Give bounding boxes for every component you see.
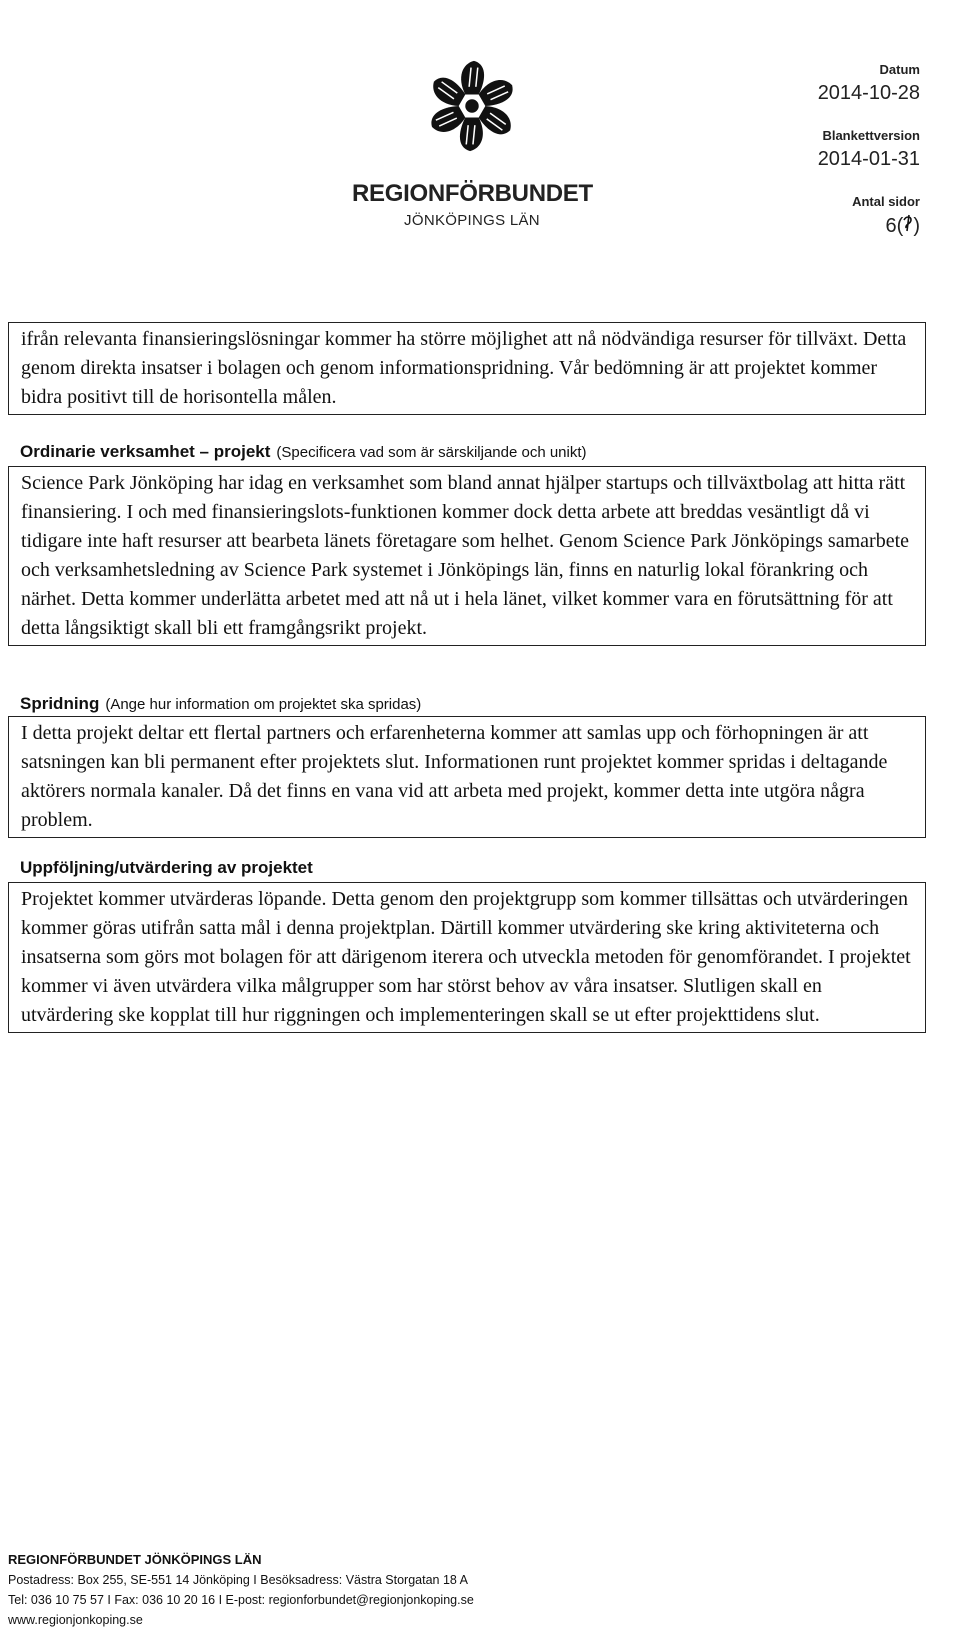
footer-web-link[interactable]: www.regionjonkoping.se <box>8 1613 143 1627</box>
footer-contact: Tel: 036 10 75 57 I Fax: 036 10 20 16 I E-post: regionforbundet@regionjonkoping.se <box>8 1593 474 1607</box>
footer-org: REGIONFÖRBUNDET JÖNKÖPINGS LÄN <box>8 1552 262 1567</box>
spridning-box <box>8 716 926 838</box>
ordinarie-heading-title: Ordinarie verksamhet – projekt <box>20 442 271 461</box>
ordinarie-heading-note: (Specificera vad som är särskiljande och unikt) <box>276 444 587 461</box>
ordinarie-box <box>8 466 926 646</box>
org-subtitle: JÖNKÖPINGS LÄN <box>404 212 540 229</box>
footer <box>8 1550 908 1630</box>
handwritten-correction-icon <box>903 214 913 238</box>
uppfoljning-text: Projektet kommer utvärderas löpande. Detta genom den projektgrupp som kommer tillsättas och utvärderingen kommer göras utifrån satta mål i denna projektplan. Därtill kommer utvärdering ske kring aktiviteterna och insatserna som görs mot bolagen för att därigenom iterera och utveckla metoden för genomförandet. I projektet kommer vi även utvärdera vilka målgrupper som har störst behov av våra insatser. Slutligen skall en utvärdering ske kopplat till hur riggningen och implementeringen skall se ut efter projekttidens slut. <box>21 888 911 1026</box>
footer-address: Postadress: Box 255, SE-551 14 Jönköping I Besöksadress: Västra Storgatan 18 A <box>8 1573 468 1587</box>
intro-text: ifrån relevanta finansieringslösningar kommer ha större möjlighet att nå nödvändiga resurser för tillväxt. Detta genom direkta insatser i bolagen och genom informationspridning. Vår bedömning är att projektet kommer bidra positivt till de horisontella målen. <box>21 328 907 408</box>
ordinarie-text: Science Park Jönköping har idag en verksamhet som bland annat hjälper startups och tillväxtbolag att hitta rätt finansiering. I och med finansieringslots-funktionen kommer dock detta arbete att breddas vesäntligt då vi tidigare inte haft resurser att bearbeta länets företagare som helhet. Genom Science Park Jönköpings samarbete och verksamhetsledning av Science Park systemet i Jönköpings län, finns en naturlig lokal förankring och närhet. Detta kommer underlätta arbetet med att nå ut i hela länet, vilket kommer vara en förutsättning för att detta långsiktigt skall bli ett framgångsrikt projekt. <box>21 472 909 639</box>
antal-sidor-label: Antal sidor <box>852 194 920 209</box>
blankett-label: Blankettversion <box>822 128 920 143</box>
ordinarie-heading <box>20 442 587 462</box>
datum-label: Datum <box>879 62 920 77</box>
org-name: REGIONFÖRBUNDET <box>352 180 593 207</box>
datum-value: 2014-10-28 <box>817 82 920 104</box>
spridning-heading-title: Spridning <box>20 694 100 713</box>
antal-sidor-number: 6( <box>885 215 904 237</box>
antal-sidor-value <box>886 214 920 238</box>
uppfoljning-heading <box>20 858 313 878</box>
intro-box <box>8 322 926 415</box>
uppfoljning-box <box>8 882 926 1033</box>
regionforbundet-logo-icon <box>424 58 520 154</box>
spridning-heading <box>20 694 421 714</box>
spridning-heading-note: (Ange hur information om projektet ska spridas) <box>105 696 422 713</box>
antal-sidor-suffix: ) <box>913 215 920 237</box>
spridning-text: I detta projekt deltar ett flertal partners och erfarenheterna kommer att samlas upp och förhopningen är att satsningen kan bli permanent efter projektets slut. Informationen runt projektet kommer spridas i deltagande aktörers normala kanaler. Då det finns en vana vid att arbeta med projekt, kommer detta inte utgöra några problem. <box>21 722 888 831</box>
uppfoljning-heading-title: Uppföljning/utvärdering av projektet <box>20 858 313 877</box>
blankett-value: 2014-01-31 <box>817 148 920 170</box>
